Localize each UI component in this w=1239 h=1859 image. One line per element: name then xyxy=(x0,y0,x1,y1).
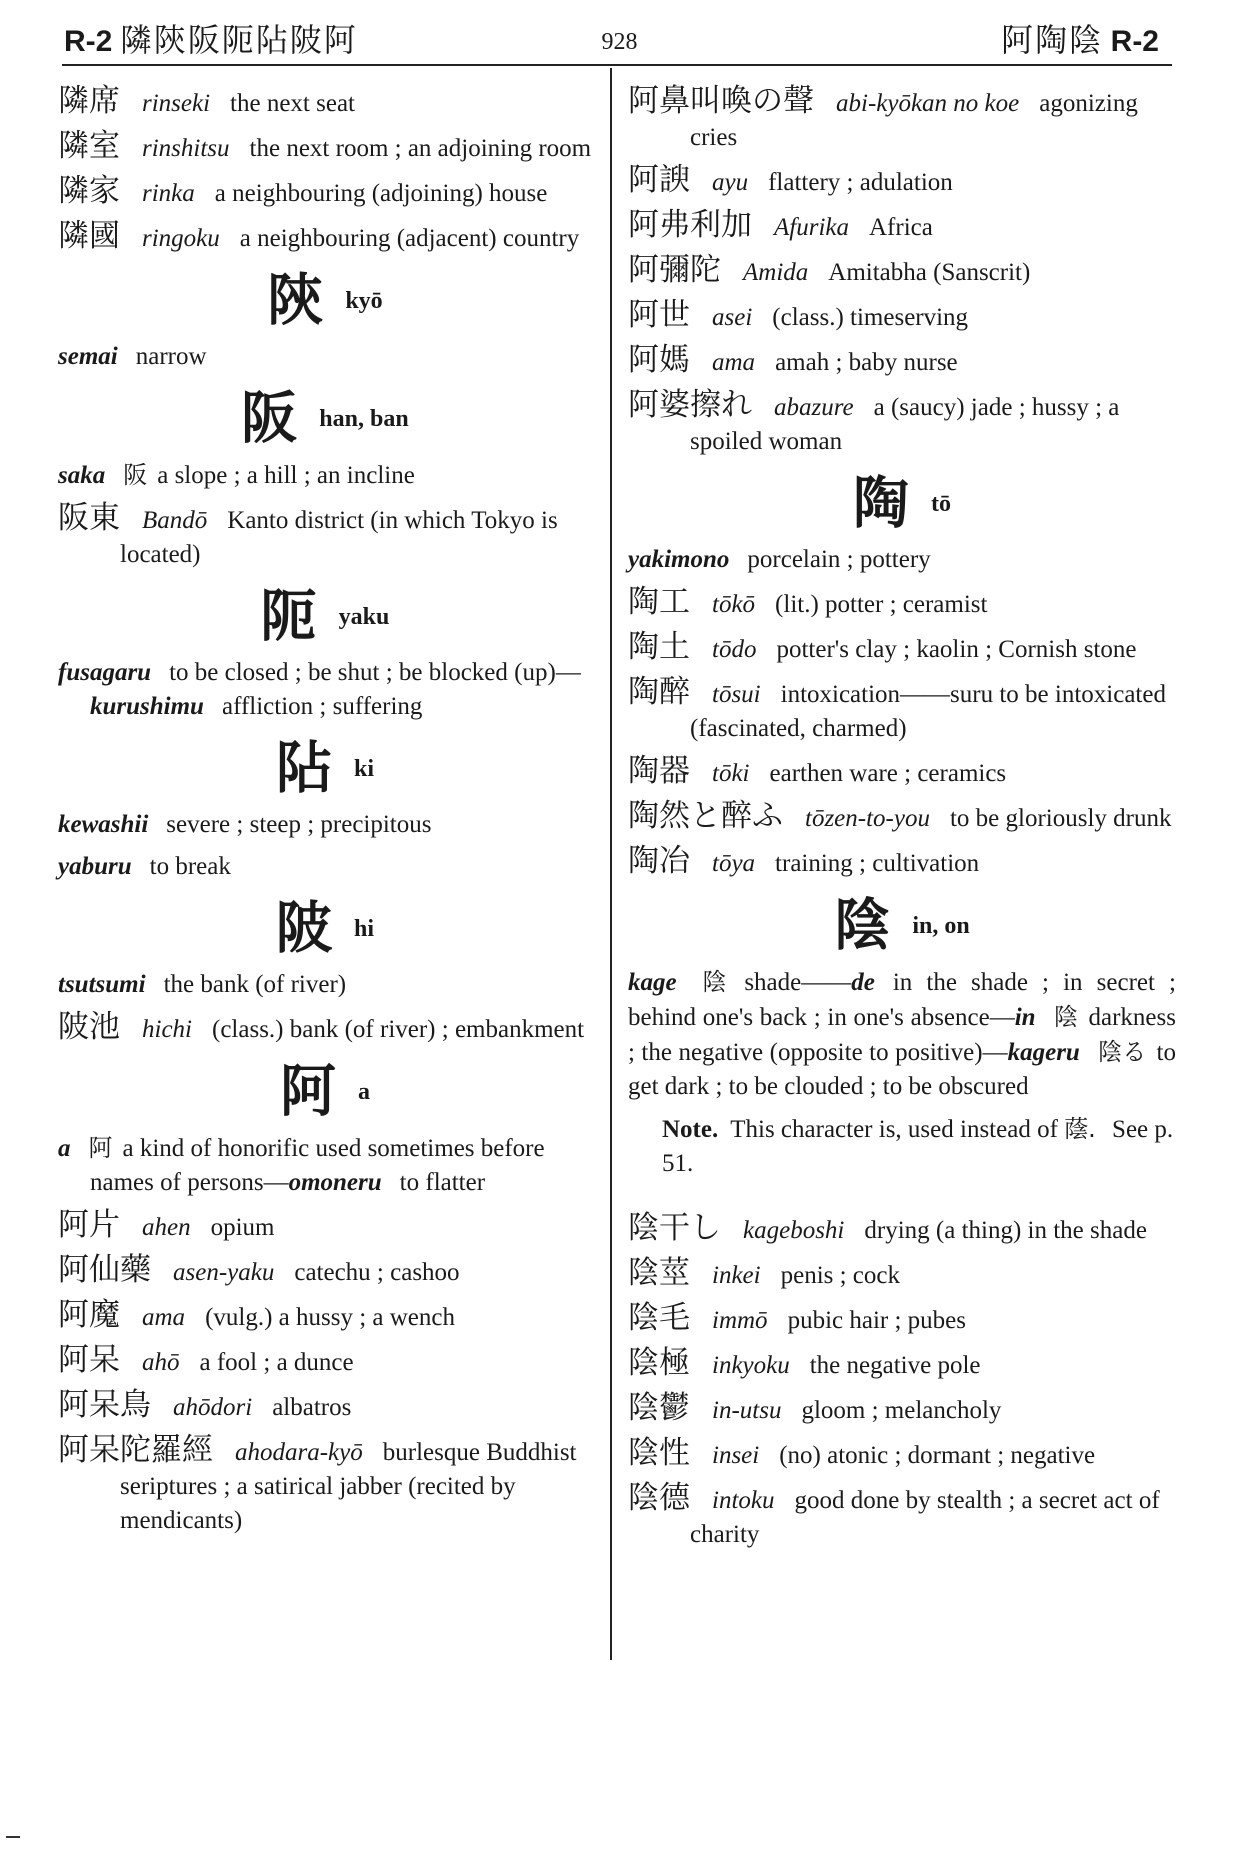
dictionary-entry xyxy=(58,84,592,121)
entry-kanji: 阿片 xyxy=(58,1207,120,1243)
dictionary-entry xyxy=(58,1343,592,1380)
entry-romaji: ahen xyxy=(142,1214,191,1241)
kun-definition xyxy=(58,968,592,1002)
entry-romaji: tōdo xyxy=(712,636,757,663)
kun-meaning: to be closed ; be shut ; be blocked (up) xyxy=(169,659,556,686)
kun-meaning: to break xyxy=(149,853,231,880)
headword-reading: ki xyxy=(353,756,374,783)
kun-kanji: 阿 xyxy=(88,1134,113,1162)
entry-romaji: tōzen-to-you xyxy=(805,805,930,832)
headword-block xyxy=(628,467,1176,541)
entry-kanji: 隣席 xyxy=(58,83,120,119)
dictionary-entry xyxy=(58,1433,592,1538)
entry-romaji: rinka xyxy=(142,180,195,207)
entry-romaji: inkyoku xyxy=(712,1352,790,1379)
entry-meaning: a neighbouring (adjacent) country xyxy=(239,225,580,252)
column-divider xyxy=(610,68,612,1660)
kun-reading: in xyxy=(1014,1004,1036,1031)
headword-kanji: 阨 xyxy=(260,584,317,650)
dictionary-entry xyxy=(58,129,592,166)
section-code-left: R-2 xyxy=(64,25,113,58)
entry-romaji: ama xyxy=(712,349,756,376)
dictionary-entry xyxy=(58,1388,592,1425)
kun-meaning: severe ; steep ; precipitous xyxy=(166,811,432,838)
dictionary-entry xyxy=(628,1436,1176,1473)
headword-block xyxy=(58,732,592,806)
entry-romaji: ama xyxy=(142,1304,186,1331)
entry-romaji: ahodara-kyō xyxy=(235,1439,363,1466)
headword-reading: in, on xyxy=(912,913,970,940)
dictionary-entry xyxy=(628,1391,1176,1428)
entry-romaji: tōya xyxy=(712,850,756,877)
entry-romaji: ahō xyxy=(142,1349,180,1376)
entry-kanji: 陰性 xyxy=(628,1435,690,1471)
entry-romaji: ayu xyxy=(712,169,749,196)
kun-reading: fusagaru xyxy=(58,659,152,686)
headword-block xyxy=(58,580,592,654)
entry-meaning: potter's clay ; kaolin ; Cornish stone xyxy=(776,636,1137,663)
kun-reading: kewashii xyxy=(58,811,149,838)
section-code-right: R-2 xyxy=(1110,25,1159,58)
entry-meaning: (class.) timeserving xyxy=(772,304,969,331)
entry-romaji: ahōdori xyxy=(173,1394,253,1421)
entry-meaning: (class.) bank (of river) ; embankment xyxy=(212,1016,585,1043)
head-characters-left: 隣陝阪阨阽陂阿 xyxy=(119,21,358,59)
entry-meaning: amah ; baby nurse xyxy=(775,349,958,376)
entry-romaji: intoku xyxy=(712,1487,775,1514)
dictionary-entry xyxy=(628,298,1176,335)
entry-romaji: tōki xyxy=(712,760,750,787)
headword-block xyxy=(628,889,1176,963)
entry-kanji: 阿媽 xyxy=(628,342,690,378)
entry-kanji: 隣國 xyxy=(58,218,120,254)
kun-kanji: 阪 xyxy=(123,461,148,489)
dictionary-entry xyxy=(58,219,592,256)
dictionary-entry xyxy=(628,1211,1176,1248)
dictionary-entry xyxy=(628,754,1176,791)
headword-kanji: 陝 xyxy=(267,268,324,334)
headword-block xyxy=(58,892,592,966)
entry-romaji: Amida xyxy=(743,259,809,286)
kun-meaning: to flatter xyxy=(399,1169,486,1196)
dictionary-entry xyxy=(58,1253,592,1290)
entry-meaning: the next seat xyxy=(230,90,355,117)
kun-definition: fusagaru to be closed ; be shut ; be blocked (up)—kurushimu affliction ; suffering xyxy=(58,659,581,720)
entry-meaning: agonizing cries xyxy=(690,90,1138,151)
headword-kanji: 阽 xyxy=(275,736,332,802)
entry-kanji: 阿呆鳥 xyxy=(58,1387,151,1423)
entry-romaji: in-utsu xyxy=(712,1397,782,1424)
entry-kanji: 陶冶 xyxy=(628,843,690,879)
entry-meaning: training ; cultivation xyxy=(775,850,980,877)
kun-kanji: 陰る xyxy=(1097,1038,1147,1066)
entry-meaning: Kanto district (in which Tokyo is located) xyxy=(120,507,558,568)
entry-kanji: 陂池 xyxy=(58,1009,120,1045)
kun-meaning: darkness ; the negative (opposite to positive)— xyxy=(628,1004,1176,1066)
head-characters-right: 阿陶陰 xyxy=(1001,21,1104,59)
entry-kanji: 陶然と醉ふ xyxy=(628,798,783,834)
kun-definition xyxy=(58,340,592,374)
dictionary-entry xyxy=(628,343,1176,380)
entry-romaji: tōkō xyxy=(712,591,756,618)
entry-romaji: asei xyxy=(712,304,753,331)
entry-romaji: abazure xyxy=(774,394,854,421)
usage-note xyxy=(628,1112,1176,1181)
kun-reading: yaburu xyxy=(58,853,132,880)
headword-reading: hi xyxy=(353,916,374,943)
headword-reading: tō xyxy=(931,491,951,518)
entry-kanji: 阿呆陀羅經 xyxy=(58,1432,213,1468)
kun-reading: semai xyxy=(58,343,118,370)
page-number: 928 xyxy=(601,29,638,55)
dictionary-entry xyxy=(628,388,1176,459)
kun-definition xyxy=(58,850,592,884)
kun-definition xyxy=(628,543,1176,577)
entry-kanji: 阿諛 xyxy=(628,162,690,198)
entry-kanji: 阿世 xyxy=(628,297,690,333)
kun-reading: a xyxy=(58,1135,71,1162)
headword-block xyxy=(58,382,592,456)
entry-meaning: (no) atonic ; dormant ; negative xyxy=(779,1442,1096,1469)
entry-meaning: intoxication——suru to be intoxicated (fascinated, charmed) xyxy=(690,681,1166,742)
entry-kanji: 陰干し xyxy=(628,1210,721,1246)
dictionary-entry xyxy=(628,1481,1176,1552)
dictionary-entry xyxy=(628,799,1176,836)
kun-reading: yakimono xyxy=(628,546,730,573)
entry-kanji: 阿鼻叫喚の聲 xyxy=(628,83,814,119)
kun-meaning: a kind of honorific used sometimes before names of persons xyxy=(90,1135,545,1196)
kun-definition xyxy=(58,458,592,493)
entry-meaning: (lit.) potter ; ceramist xyxy=(775,591,988,618)
entry-meaning: drying (a thing) in the shade xyxy=(864,1217,1147,1244)
kun-reading: omoneru xyxy=(288,1169,382,1196)
entry-meaning: the next room ; an adjoining room xyxy=(249,135,592,162)
entry-meaning: opium xyxy=(210,1214,275,1241)
dictionary-entry xyxy=(628,1256,1176,1293)
entry-romaji: ringoku xyxy=(142,225,220,252)
note-kanji: 蔭. xyxy=(1064,1115,1096,1143)
entry-kanji: 阿弗利加 xyxy=(628,207,752,243)
entry-meaning: Africa xyxy=(869,214,933,241)
kun-meaning: narrow xyxy=(135,343,207,370)
kun-reading: kurushimu xyxy=(90,693,204,720)
kun-meaning: affliction ; suffering xyxy=(221,693,423,720)
scan-edge-mark xyxy=(6,1836,20,1838)
entry-romaji: immō xyxy=(712,1307,768,1334)
entry-meaning: burlesque Buddhist seriptures ; a satirical jabber (recited by mendicants) xyxy=(120,1439,577,1534)
entry-kanji: 阿婆擦れ xyxy=(628,387,752,423)
dictionary-entry xyxy=(628,585,1176,622)
dictionary-entry xyxy=(628,163,1176,200)
entry-kanji: 隣家 xyxy=(58,173,120,209)
entry-meaning: gloom ; melancholy xyxy=(801,1397,1002,1424)
headword-reading: a xyxy=(358,1079,370,1106)
entry-romaji: Afurika xyxy=(774,214,849,241)
entry-romaji: asen-yaku xyxy=(173,1259,275,1286)
entry-meaning: Amitabha (Sanscrit) xyxy=(828,259,1031,286)
spacer xyxy=(628,1189,1176,1211)
headword-kanji: 陶 xyxy=(853,471,909,537)
kun-reading: saka xyxy=(58,462,106,489)
entry-kanji: 阿呆 xyxy=(58,1342,120,1378)
entry-romaji: abi-kyōkan no koe xyxy=(836,90,1020,117)
entry-meaning: earthen ware ; ceramics xyxy=(769,760,1007,787)
dictionary-entry xyxy=(628,84,1176,155)
entry-meaning: a fool ; a dunce xyxy=(199,1349,354,1376)
entry-meaning: penis ; cock xyxy=(780,1262,901,1289)
entry-romaji: Bandō xyxy=(142,507,208,534)
entry-kanji: 陰鬱 xyxy=(628,1390,690,1426)
entry-romaji: rinseki xyxy=(142,90,211,117)
entry-kanji: 阿彌陀 xyxy=(628,252,721,288)
entry-kanji: 陰毛 xyxy=(628,1300,690,1336)
dictionary-entry xyxy=(628,675,1176,746)
kun-meaning: shade—— xyxy=(744,969,852,996)
entry-meaning: albatros xyxy=(272,1394,352,1421)
headword-reading: yaku xyxy=(338,604,390,631)
entry-meaning: the negative pole xyxy=(809,1352,981,1379)
note-label: Note. xyxy=(662,1116,719,1143)
kun-meaning: a slope ; a hill ; an incline xyxy=(157,462,415,489)
entry-meaning: (vulg.) a hussy ; a wench xyxy=(205,1304,456,1331)
dictionary-entry xyxy=(58,501,592,572)
dictionary-entry xyxy=(628,253,1176,290)
kun-meaning: to get dark ; to be clouded ; to be obscured xyxy=(628,1039,1176,1100)
entry-romaji: inkei xyxy=(712,1262,761,1289)
kun-paragraph xyxy=(628,965,1176,1104)
kun-definition: a 阿 a kind of honorific used sometimes before names of persons—omoneru to flatter xyxy=(58,1134,545,1196)
kun-reading: kage xyxy=(628,969,677,996)
entry-kanji: 隣室 xyxy=(58,128,120,164)
entry-kanji: 阪東 xyxy=(58,500,120,536)
kun-reading: kageru xyxy=(1007,1039,1080,1066)
kun-kanji: 陰 xyxy=(1053,1003,1079,1031)
dictionary-entry xyxy=(58,174,592,211)
entry-kanji: 陰極 xyxy=(628,1345,690,1381)
note-reference: See p. 51. xyxy=(662,1116,1174,1177)
entry-romaji: kageboshi xyxy=(743,1217,845,1244)
left-column xyxy=(58,84,592,1546)
entry-romaji: tōsui xyxy=(712,681,761,708)
entry-kanji: 陰德 xyxy=(628,1480,690,1516)
headword-reading: han, ban xyxy=(319,406,409,433)
dictionary-entry xyxy=(628,208,1176,245)
dictionary-entry xyxy=(58,1010,592,1047)
headword-reading: kyō xyxy=(345,288,383,315)
headword-kanji: 阪 xyxy=(241,386,298,452)
note-text: This character is, used instead of xyxy=(730,1116,1058,1143)
headword-block xyxy=(58,1055,592,1129)
kun-meaning: in the shade ; in secret ; behind one's back ; in one's absence— xyxy=(628,969,1176,1031)
kun-reading: de xyxy=(851,969,875,996)
kun-reading: tsutsumi xyxy=(58,971,146,998)
entry-romaji: rinshitsu xyxy=(142,135,230,162)
dictionary-entry xyxy=(628,1346,1176,1383)
entry-kanji: 陰莖 xyxy=(628,1255,690,1291)
right-column xyxy=(628,84,1176,1560)
running-head-right xyxy=(1001,18,1159,62)
entry-kanji: 陶土 xyxy=(628,629,690,665)
headword-block xyxy=(58,264,592,338)
header-rule xyxy=(62,64,1172,66)
entry-meaning: flattery ; adulation xyxy=(768,169,953,196)
entry-kanji: 陶工 xyxy=(628,584,690,620)
kun-definition xyxy=(58,808,592,842)
entry-meaning: good done by stealth ; a secret act of charity xyxy=(690,1487,1160,1548)
entry-romaji: insei xyxy=(712,1442,760,1469)
entry-meaning: catechu ; cashoo xyxy=(294,1259,460,1286)
dictionary-entry xyxy=(58,1208,592,1245)
dictionary-entry xyxy=(628,844,1176,881)
headword-kanji: 陂 xyxy=(275,896,332,962)
entry-meaning: to be gloriously drunk xyxy=(949,805,1172,832)
entry-meaning: a neighbouring (adjoining) house xyxy=(214,180,548,207)
kun-meaning: the bank (of river) xyxy=(163,971,347,998)
entry-kanji: 阿魔 xyxy=(58,1297,120,1333)
entry-meaning: a (saucy) jade ; hussy ; a spoiled woman xyxy=(690,394,1120,455)
dictionary-entry xyxy=(628,1301,1176,1338)
kun-meaning: porcelain ; pottery xyxy=(747,546,931,573)
dictionary-entry xyxy=(628,630,1176,667)
entry-meaning: pubic hair ; pubes xyxy=(787,1307,966,1334)
entry-kanji: 阿仙藥 xyxy=(58,1252,151,1288)
entry-kanji: 陶器 xyxy=(628,753,690,789)
headword-kanji: 阿 xyxy=(280,1059,336,1125)
entry-romaji: hichi xyxy=(142,1016,192,1043)
headword-kanji: 陰 xyxy=(834,893,891,959)
entry-kanji: 陶醉 xyxy=(628,674,690,710)
dictionary-entry xyxy=(58,1298,592,1335)
kun-kanji: 陰 xyxy=(694,968,735,996)
